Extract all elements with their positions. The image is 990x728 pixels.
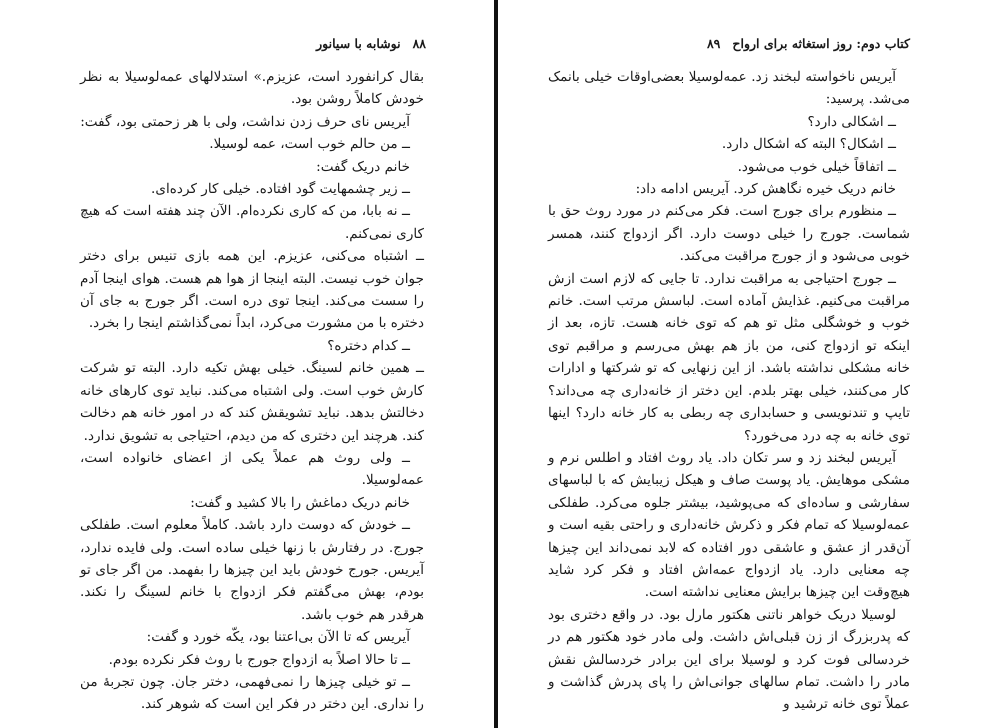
paragraph: خانم دریک خیره نگاهش کرد. آیریس ادامه داد: xyxy=(635,181,896,198)
paragraph: ــ اتفاقاً خیلی خوب می‌شود. xyxy=(737,158,896,175)
left-page xyxy=(0,0,494,728)
paragraph: آیریس نای حرف زدن نداشت، ولی با هر زحمتی بود، گفت: xyxy=(80,113,410,130)
left-page-number: ۸۸ xyxy=(412,36,426,51)
paragraph: خانم دریک دماغش را بالا کشید و گفت: xyxy=(190,494,410,511)
right-page-number: ۸۹ xyxy=(706,36,721,51)
paragraph: آیریس ناخواسته لبخند زد. عمه‌لوسیلا بعضی‌اوقات خیلی بانمک می‌شد. پرسید: xyxy=(548,69,910,108)
paragraph: بقال کرانفورد است، عزیزم.» استدلالهای عمه‌لوسیلا به نظر خودش کاملاً روشن بود. xyxy=(80,69,424,108)
paragraph: لوسیلا دریک خواهر ناتنی هکتور مارل بود. در واقع دختری بود که پدربزرگ از زن قبلی‌اش داشت. ولی مادر خود هکتور هم در خردسالی فوت کرد و لوسیلا برای این برادر خردسالش نقش مادر را داشت. تمام سالهای جوانی‌اش را پای پدرش گذاشت و عملاً توی خانه ترشید و xyxy=(548,606,910,713)
right-running-title: کتاب دوم: روز استغاثه برای ارواح xyxy=(732,36,910,51)
paragraph: ــ من حالم خوب است، عمه لوسیلا. xyxy=(209,136,410,153)
paragraph: ــ خودش که دوست دارد باشد. کاملاً معلوم است. طفلکی جورج. در رفتارش با زنها خیلی ساده است. ولی فایده ندارد، آیریس. جورج خودش باید این چیزها را بفهمد. من اگر جای تو بودم، بهش می‌گفتم فکر ازدواج با خانم لسینگ را نکند. هرقدر هم خوب باشد. xyxy=(80,517,424,623)
paragraph: ــ اشکال؟ البته که اشکال دارد. xyxy=(721,136,896,153)
paragraph: ــ ولی روث هم عملاً یکی از اعضای خانواده است، عمه‌لوسیلا. xyxy=(80,449,424,489)
right-page-text xyxy=(548,66,910,716)
paragraph: ــ کدام دختره؟ xyxy=(327,337,410,354)
paragraph: آیریس لبخند زد و سر تکان داد. یاد روث افتاد و اطلس نرم و مشکی موهایش. یاد پوست صاف و هیکل زیبایش که با لباسهای سفارشی و ساده‌ای که می‌پوشید، بیشتر جلوه می‌کرد. طفلکی عمه‌لوسیلا که تمام فکر و ذکرش خانه‌داری و راحتی بقیه است و آن‌قدر از عشق و عاشقی دور افتاده که لابد نمی‌داند این چیزها چه معنایی دارد. یاد ازدواج عمه‌اش افتاد و فکر کرد شاید هیچ‌وقت این چیزها برایش معنایی نداشته است. xyxy=(548,449,910,601)
paragraph: ــ اشکالی دارد؟ xyxy=(807,113,896,130)
paragraph: ــ منظورم برای جورج است. فکر می‌کنم در مورد روث حق با شماست. جورج را خیلی دوست دارد. اگر ازدواج کنند، همسر خوبی می‌شود و از جورج مراقبت می‌کند. xyxy=(548,203,910,265)
paragraph: ــ زیر چشمهایت گود افتاده. خیلی کار کرده‌ای. xyxy=(151,181,410,198)
left-running-title: نوشابه با سیانور xyxy=(316,36,401,51)
right-page xyxy=(498,0,990,728)
right-page-header xyxy=(707,36,910,51)
left-page-text xyxy=(80,66,424,716)
paragraph: ــ تو خیلی چیزها را نمی‌فهمی، دختر جان. چون تجربهٔ من را نداری. این دختر در فکر این است که شوهر کند. xyxy=(80,673,424,713)
left-page-header xyxy=(316,36,426,51)
paragraph: آیریس که تا الآن بی‌اعتنا بود، یکّه خورد و گفت: xyxy=(146,629,410,646)
paragraph: ــ تا حالا اصلاً به ازدواج جورج با روث فکر نکرده بودم. xyxy=(108,651,410,668)
paragraph: ــ اشتباه می‌کنی، عزیزم. این همه بازی تنیس برای دختر جوان خوب نیست. البته اینجا از هوا هم هست. هوای اینجا آدم را سست می‌کند. اینجا توی دره است. اگر جورج به جای آن دختره با من مشورت می‌کرد، ابداً نمی‌گذاشتم اینجا را بخرد. xyxy=(80,248,424,332)
paragraph: خانم دریک گفت: xyxy=(316,158,410,175)
paragraph: ــ جورج احتیاجی به مراقبت ندارد. تا جایی که لازم است ازش مراقبت می‌کنیم. غذایش آماده است. لباسش مرتب است. خانم خوب و خوشگلی مثل تو هم که توی خانه هست. تازه، بعد از اینکه تو ازدواج کنی، من باز هم بهش می‌رسم و مراقبم توی خانه مشکلی نداشته باشد. از این زنهایی که تو شرکتها و ادارات کار می‌کنند، خیلی بهتر بلدم. این دختر از خانه‌داری چه می‌داند؟ تایپ و تندنویسی و حسابداری چه ربطی به کار خانه دارد؟ اینها توی خانه به چه درد می‌خورد؟ xyxy=(548,270,910,444)
paragraph: ــ همین خانم لسینگ. خیلی بهش تکیه دارد. البته تو شرکت کارش خوب است. ولی اشتباه می‌کند. نباید توی کارهای خانه دخالتش بدهد. نباید تشویقش کند که در امور خانه هم دخالت کند. هرچند این دختری که من دیدم، احتیاجی به تشویق ندارد. xyxy=(80,360,424,444)
paragraph: ــ نه بابا، من که کاری نکرده‌ام. الآن چند هفته است که هیچ کاری نمی‌کنم. xyxy=(80,203,424,242)
